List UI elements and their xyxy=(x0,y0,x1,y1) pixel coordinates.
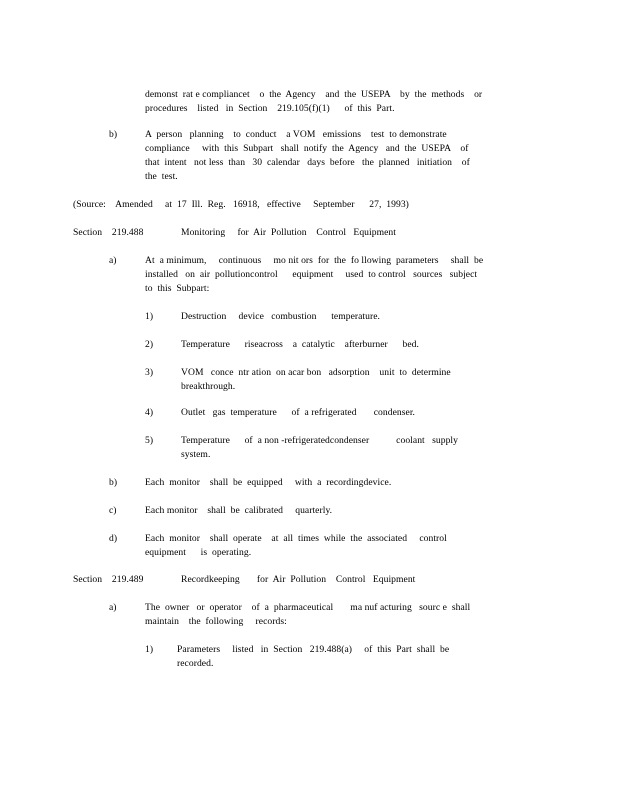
list-marker: a) xyxy=(109,602,117,613)
text-line: that intent not less than 30 calendar days before the planned initiation of xyxy=(145,157,470,168)
text-line: installed on air pollutioncontrol equipment used to control sources subject xyxy=(145,269,478,280)
section-label: Section 219.488 xyxy=(73,227,144,238)
list-item: recorded. xyxy=(177,658,214,669)
section-title: Recordkeeping for Air Pollution Control Equipment xyxy=(181,574,416,585)
list-marker: d) xyxy=(109,533,118,544)
text-line: the test. xyxy=(145,171,178,182)
list-item: system. xyxy=(181,449,211,460)
list-item: breakthrough. xyxy=(181,381,236,392)
text-line: to this Subpart: xyxy=(145,283,210,294)
list-item: Destruction device combustion temperature. xyxy=(181,311,380,322)
text-line: A person planning to conduct a VOM emissions test to demonstrate xyxy=(145,129,447,140)
list-marker: b) xyxy=(109,477,118,488)
text-line: Each monitor shall be calibrated quarterly. xyxy=(145,505,333,516)
list-marker: c) xyxy=(109,505,117,516)
text-line: At a minimum, continuous mo nit ors for the fo llowing parameters shall be xyxy=(145,255,484,266)
text-line: compliance with this Subpart shall notify the Agency and the USEPA of xyxy=(145,143,469,154)
text-line: demonst rat e compliancet o the Agency and the USEPA by the methods or xyxy=(145,89,483,100)
list-item: Temperature of a non -refrigeratedcondenser coolant supply xyxy=(181,435,458,446)
section-label: Section 219.489 xyxy=(73,574,144,585)
list-marker: 4) xyxy=(145,407,154,418)
list-marker: 3) xyxy=(145,367,154,378)
text-line: procedures listed in Section 219.105(f)(1) of this Part. xyxy=(145,103,395,114)
list-item: Temperature riseacross a catalytic afterburner bed. xyxy=(181,339,419,350)
source-note: (Source: Amended at 17 Ill. Reg. 16918, effective September 27, 1993) xyxy=(73,199,409,210)
list-marker: 2) xyxy=(145,339,154,350)
list-marker: a) xyxy=(109,255,117,266)
text-line: Each monitor shall operate at all times while the associated control xyxy=(145,533,447,544)
list-item: VOM conce ntr ation on acar bon adsorption unit to determine xyxy=(181,367,451,378)
list-item: Parameters listed in Section 219.488(a) of this Part shall be xyxy=(177,644,450,655)
section-title: Monitoring for Air Pollution Control Equipment xyxy=(181,227,396,238)
list-marker: 1) xyxy=(145,644,154,655)
text-line: equipment is operating. xyxy=(145,547,252,558)
text-line: Each monitor shall be equipped with a recordingdevice. xyxy=(145,477,392,488)
list-marker: 5) xyxy=(145,435,154,446)
text-line: The owner or operator of a pharmaceutical ma nuf acturing sourc e shall xyxy=(145,602,471,613)
list-item: Outlet gas temperature of a refrigerated condenser. xyxy=(181,407,415,418)
list-marker: 1) xyxy=(145,311,154,322)
text-line: maintain the following records: xyxy=(145,616,287,627)
list-marker: b) xyxy=(109,129,118,140)
